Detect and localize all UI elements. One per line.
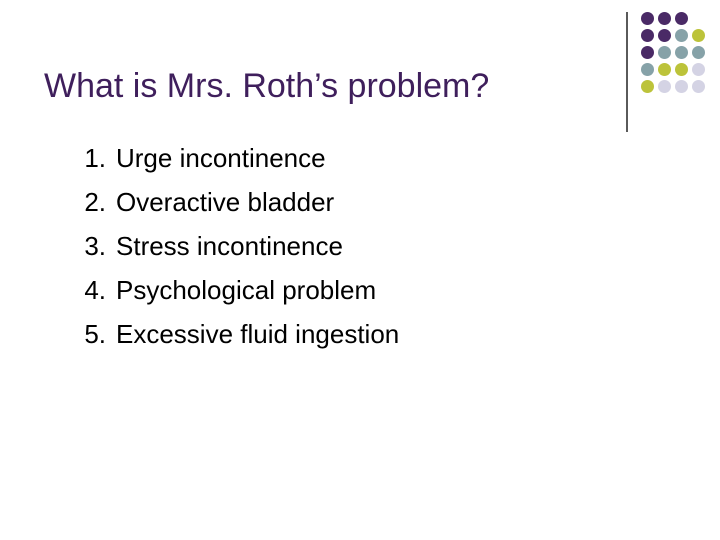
decorative-dot [692,46,705,59]
decorative-dot [658,12,671,25]
list-item-number: 3. [84,231,106,261]
list-item-text: Stress incontinence [116,231,343,261]
decorative-dot [675,29,688,42]
list-item-number: 1. [84,143,106,173]
list-item-text: Overactive bladder [116,187,335,217]
decorative-divider [626,12,628,132]
decorative-dot [658,80,671,93]
slide-title: What is Mrs. Roth’s problem? [44,67,490,105]
decorative-dot [641,80,654,93]
list-item-text: Psychological problem [116,275,377,305]
decorative-dot [641,46,654,59]
decorative-dot [641,63,654,76]
decorative-dot [675,46,688,59]
decorative-dot [658,29,671,42]
decorative-dot [641,29,654,42]
decorative-dot [692,29,705,42]
list-item-text: Excessive fluid ingestion [116,319,400,349]
decorative-dot [658,46,671,59]
decorative-dot [692,80,705,93]
decorative-dot [658,63,671,76]
list-item-number: 5. [84,319,106,349]
decorative-dot [675,63,688,76]
decorative-dot [675,12,688,25]
decorative-dot [641,12,654,25]
list-item-number: 2. [84,187,106,217]
decorative-dot [675,80,688,93]
decorative-dot [692,63,705,76]
list-item-text: Urge incontinence [116,143,326,173]
list-item-number: 4. [84,275,106,305]
